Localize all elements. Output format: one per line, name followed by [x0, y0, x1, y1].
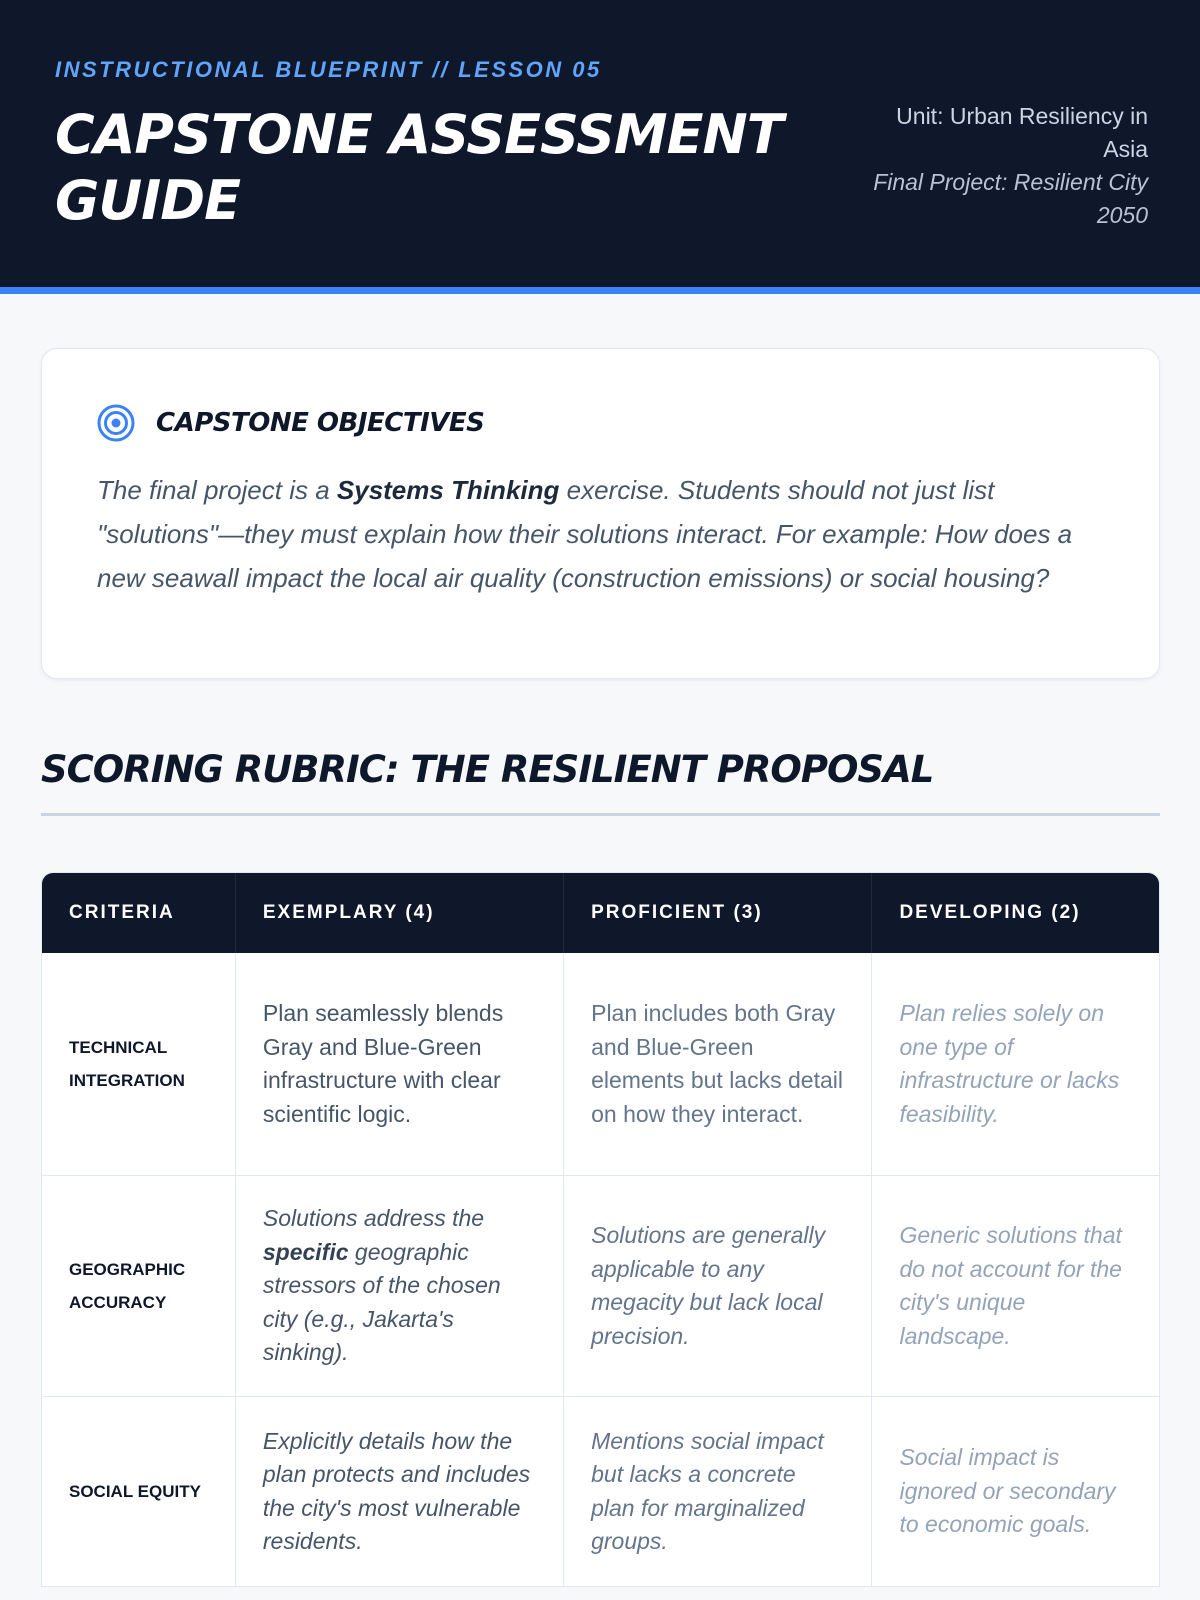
table-row: [42, 1175, 1159, 1396]
exemplary-text-part: Solutions address the: [262, 1205, 485, 1232]
criteria-cell: SOCIAL EQUITY: [42, 1396, 235, 1586]
developing-cell: Generic solutions that do not account for the city's unique landscape.: [871, 1175, 1159, 1396]
objectives-title: CAPSTONE OBJECTIVES: [156, 408, 485, 438]
column-header-proficient: PROFICIENT (3): [563, 873, 871, 953]
project-label: Final Project: Resilient City 2050: [873, 169, 1148, 228]
objectives-card: [41, 348, 1160, 679]
exemplary-cell: Explicitly details how the plan protects and includes the city's most vulnerable residents.: [235, 1396, 563, 1586]
table-row: [42, 953, 1159, 1175]
column-header-developing: DEVELOPING (2): [871, 873, 1159, 953]
lesson-eyebrow: INSTRUCTIONAL BLUEPRINT // LESSON 05: [55, 57, 602, 82]
rubric-title: SCORING RUBRIC: THE RESILIENT PROPOSAL: [41, 748, 934, 791]
criteria-cell: TECHNICAL INTEGRATION: [69, 1038, 185, 1090]
table-header-row: [42, 873, 1159, 953]
header-meta: [858, 100, 1148, 232]
systems-thinking-emphasis: Systems Thinking: [336, 475, 560, 505]
objectives-text: [97, 468, 1117, 600]
table-row: [42, 1396, 1159, 1586]
exemplary-cell: Plan seamlessly blends Gray and Blue-Green infrastructure with clear scientific logic.: [235, 953, 563, 1175]
proficient-cell: Solutions are generally applicable to any megacity but lack local precision.: [563, 1175, 871, 1396]
developing-cell: Plan relies solely on one type of infrastructure or lacks feasibility.: [871, 953, 1159, 1175]
section-divider: [41, 813, 1160, 816]
page-title: CAPSTONE ASSESSMENT GUIDE: [55, 103, 783, 232]
column-header-criteria: CRITERIA: [42, 873, 235, 953]
scoring-rubric-table: [41, 872, 1160, 1587]
criteria-cell: GEOGRAPHIC ACCURACY: [42, 1175, 235, 1396]
target-icon: [96, 403, 136, 443]
proficient-cell: Plan includes both Gray and Blue-Green elements but lacks detail on how they interact.: [563, 953, 871, 1175]
proficient-cell: Mentions social impact but lacks a concrete plan for marginalized groups.: [563, 1396, 871, 1586]
objectives-header: [96, 403, 484, 443]
specific-emphasis: specific: [262, 1238, 349, 1265]
exemplary-cell: [235, 1175, 563, 1396]
objectives-text-part: The final project is a: [97, 475, 337, 505]
developing-cell: Social impact is ignored or secondary to economic goals.: [871, 1396, 1159, 1586]
column-header-exemplary: EXEMPLARY (4): [235, 873, 563, 953]
objectives-text-part: exercise. Students should not just list "solutions"—they must explain how their solutions interact. For example: How does a new seawall impact the local air quality (construction emissions) or social housing?: [97, 475, 1073, 593]
exemplary-text-part: geographic stressors of the chosen city (e.g., Jakarta's sinking).: [262, 1238, 501, 1366]
unit-label: Unit: Urban Resiliency in Asia: [896, 103, 1148, 162]
page-header: [0, 0, 1200, 294]
